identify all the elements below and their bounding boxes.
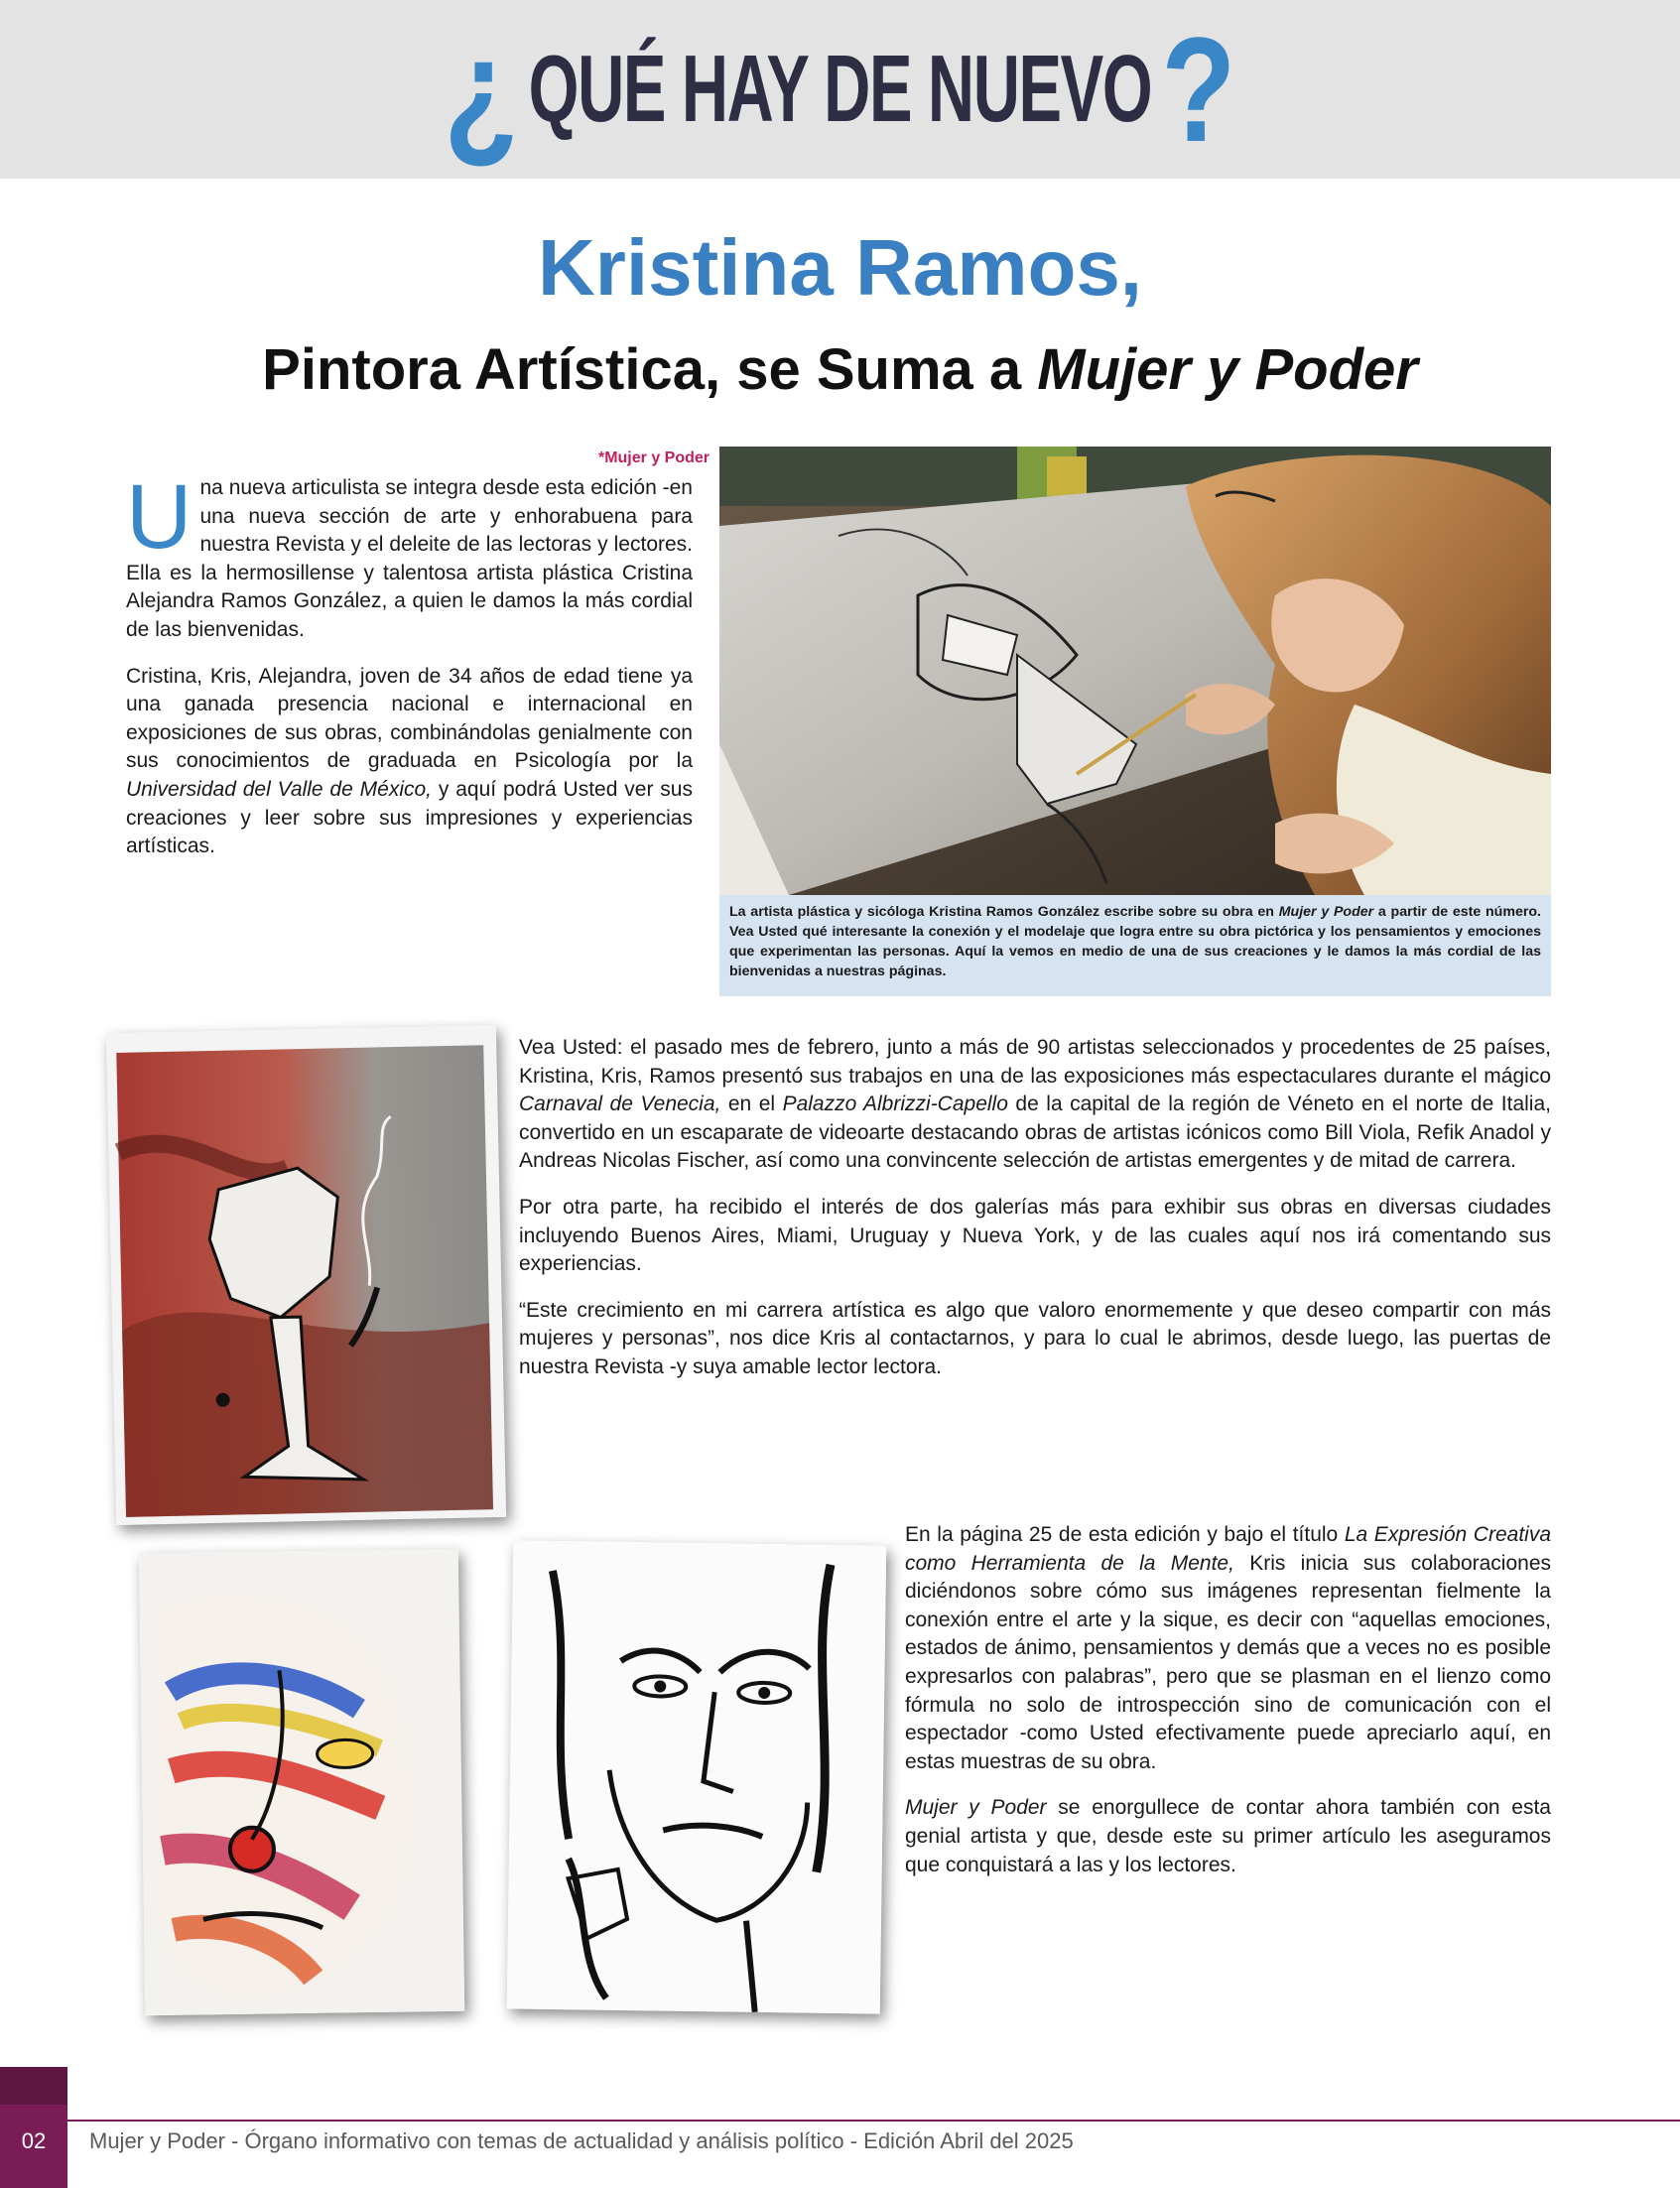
footer-rule — [67, 2120, 1680, 2122]
drop-cap: U — [126, 466, 193, 568]
artist-photo — [719, 447, 1551, 895]
photo-caption: La artista plástica y sicóloga Kristina Ramos González escribe sobre su obra en Mujer y Poder a partir de este número. Vea Usted qué interesante la conexión y el modelaje que logra entre su obra pictórica y los pensamientos y emociones que experimentan las personas. Aquí la vemos en medio de una de sus creaciones y le damos la más cordial de las bienvenidas a nuestras páginas. — [719, 895, 1551, 996]
collaboration-column — [905, 1521, 1551, 1897]
paragraph-3: Vea Usted: el pasado mes de febrero, junto a más de 90 artistas seleccionados y procedentes de 25 países, Kristina, Kris, Ramos presentó sus trabajos en una de las exposiciones más espectaculares durante el mágico Carnaval de Venecia, en el Palazzo Albrizzi-Capello de la capital de la región de Véneto en el norte de Italia, convertido en un escaparate de videoarte destacando obras de artistas icónicos como Bill Viola, Refik Anadol y Andreas Nicolas Fischer, así como una convincente selección de artistas emergentes y de mitad de carrera. — [519, 1036, 1551, 1173]
paragraph-2: Cristina, Kris, Alejandra, joven de 34 años de edad tiene ya una ganada presencia nacional e internacional en exposiciones de sus obras, combinándolas genialmente con sus conocimientos de graduada en Psicología por la Universidad del Valle de México, y aquí podrá Usted ver sus creaciones y leer sobre sus impresiones y experiencias artísticas. — [126, 664, 693, 858]
artwork-smoking-figure — [106, 1025, 506, 1525]
magazine-name: Mujer y Poder — [1037, 337, 1418, 402]
page-number-badge-top — [0, 2067, 67, 2105]
article-headline: Kristina Ramos, — [537, 223, 1143, 312]
paragraph-7: Mujer y Poder se enorgullece de contar ahora también con esta genial artista y que, desde este su primer artículo les aseguramos que conquistará a las y los lectores. — [905, 1796, 1551, 1876]
question-mark-close: ? — [1161, 6, 1236, 173]
paragraph-6: En la página 25 de esta edición y bajo el título La Expresión Creativa como Herramienta de la Mente, Kris inicia sus colaboraciones diciéndonos sobre cómo sus imágenes representan fielmente la conexión entre el arte y la sique, es decir con “aquellas emociones, estados de ánimo, pensamientos y demás que a veces no es posible expresarlos con palabras”, pero que se plasman en el lienzo como fórmula no solo de introspección sino de comunicación con el espectador -como Usted efectivamente puede apreciarlo aquí, en estas muestras de su obra. — [905, 1523, 1552, 1773]
page-number: 02 — [21, 2128, 47, 2153]
venice-column — [519, 1034, 1551, 1400]
artwork-colorful-face — [139, 1549, 464, 2015]
artwork-ink-faces — [507, 1540, 887, 2013]
question-mark-open: ¿ — [444, 6, 519, 173]
byline: *Mujer y Poder — [597, 450, 710, 466]
section-header — [0, 0, 1680, 179]
section-title: QUÉ HAY DE NUEVO — [528, 36, 1152, 142]
paragraph-5: “Este crecimiento en mi carrera artística es algo que valoro enormemente y que deseo compartir con más mujeres y personas”, nos dice Kris al contactarnos, y para lo cual le abrimos, desde luego, las puertas de nuestra Revista -y suya amable lector lectora. — [519, 1298, 1551, 1378]
paragraph-1: Una nueva articulista se integra desde esta edición -en una nueva sección de arte y enhorabuena para nuestra Revista y el deleite de las lectoras y lectores. Ella es la hermosillense y talentosa artista plástica Cristina Alejandra Ramos González, a quien le damos la más cordial de las bienvenidas. — [126, 466, 693, 641]
footer-text: Mujer y Poder - Órgano informativo con temas de actualidad y análisis político - Edición Abril del 2025 — [89, 2128, 1074, 2153]
article-subhead: Pintora Artística, se Suma a Mujer y Poder — [262, 337, 1418, 402]
paragraph-4: Por otra parte, ha recibido el interés de dos galerías más para exhibir sus obras en diversas ciudades incluyendo Buenos Aires, Miami, Uruguay y Nueva York, y de las cuales aquí nos irá comentando sus experiencias. — [519, 1195, 1551, 1276]
intro-column — [126, 466, 693, 879]
